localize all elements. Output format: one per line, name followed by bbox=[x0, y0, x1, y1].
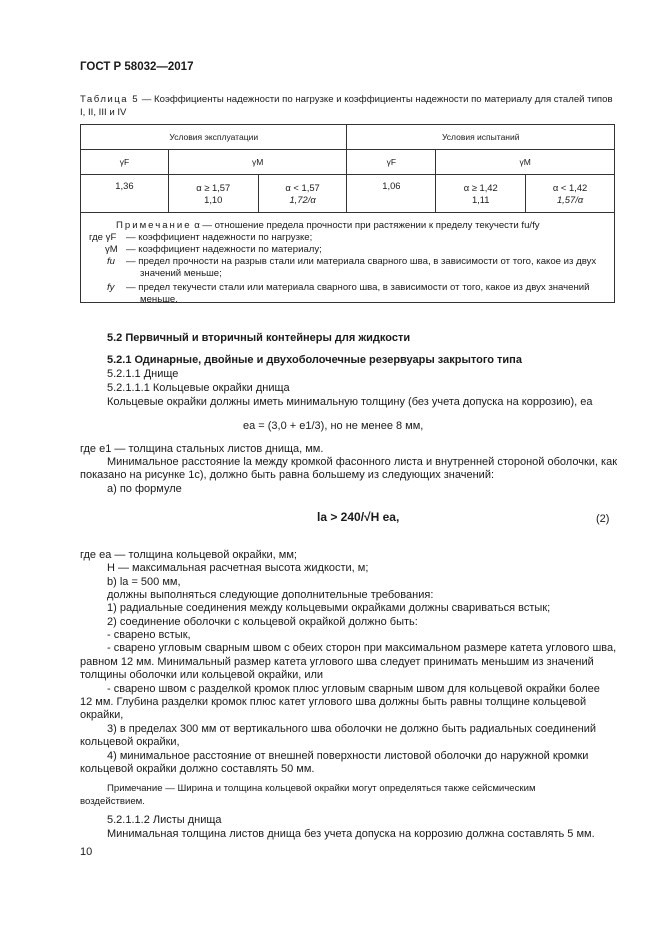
section-5-2-heading: 5.2 Первичный и вторичный контейнеры для жидкости bbox=[107, 332, 411, 344]
note-fu-sym: fu bbox=[107, 256, 116, 267]
requirement-2a: - сварено встык, bbox=[107, 629, 191, 641]
coefficients-table bbox=[80, 124, 615, 213]
paragraph-bottom-thickness: Минимальная толщина листов днища без учета допуска на коррозию должна составлять 5 мм. bbox=[107, 828, 595, 840]
table-caption-text: — Коэффициенты надежности по нагрузке и коэффициенты надежности по материалу для сталей типов I, II, III и IV bbox=[80, 94, 613, 118]
requirement-4-line-1: 4) минимальное расстояние от внешней поверхности листовой оболочки до наружной кромки bbox=[107, 750, 589, 762]
cell-test-m1-val: 1,11 bbox=[471, 193, 490, 205]
note-gm-text: — коэффициент надежности по материалу; bbox=[126, 244, 322, 255]
page-number: 10 bbox=[80, 846, 93, 858]
cell-test-f: 1,06 bbox=[347, 175, 436, 213]
cell-test-m1-cond: α ≥ 1,42 bbox=[463, 181, 498, 193]
requirement-2: 2) соединение оболочки с кольцевой окрайкой должно быть: bbox=[107, 616, 418, 628]
requirement-3-line-1: 3) в пределах 300 мм от вертикального шва оболочки не должно быть радиальных соединений bbox=[107, 723, 596, 735]
note-alpha-line bbox=[116, 220, 540, 232]
note-gf-text: — коэффициент надежности по нагрузке; bbox=[126, 232, 313, 243]
paragraph-min-thickness: Кольцевые окрайки должны иметь минимальную толщину (без учета допуска на коррозию), ea bbox=[107, 396, 593, 408]
requirement-1: 1) радиальные соединения между кольцевыми окрайками должны свариваться встык; bbox=[107, 602, 551, 614]
cell-op-f: 1,36 bbox=[81, 175, 169, 213]
header-operating-conditions: Условия эксплуатации bbox=[81, 125, 347, 150]
table-caption bbox=[80, 93, 614, 119]
cell-op-m1-cond: α ≥ 1,57 bbox=[196, 181, 231, 193]
formula-ea: ea = (3,0 + e1/3), но не менее 8 мм, bbox=[243, 420, 424, 432]
section-5-2-1-1-1-heading: 5.2.1.1.1 Кольцевые окрайки днища bbox=[107, 382, 290, 394]
paragraph-min-distance-1: Минимальное расстояние la между кромкой фасонного листа и внутренней стороной оболочки, как bbox=[107, 456, 618, 468]
item-b: b) la = 500 мм, bbox=[107, 576, 181, 588]
formula-number: (2) bbox=[596, 513, 610, 525]
section-5-2-1-heading: 5.2.1 Одинарные, двойные и двухоболочечные резервуары закрытого типа bbox=[107, 354, 522, 366]
header-gamma-f-test: γF bbox=[347, 150, 436, 175]
note-fu-text-2: значений меньше; bbox=[140, 268, 222, 279]
where-ea: где ea — толщина кольцевой окрайки, мм; bbox=[80, 549, 297, 561]
table-caption-label: Таблица 5 bbox=[80, 94, 140, 105]
table-note bbox=[80, 205, 615, 303]
note-gf-where: где γF bbox=[89, 232, 117, 243]
header-test-conditions: Условия испытаний bbox=[347, 125, 615, 150]
formula-la: la > 240/√H ea, bbox=[317, 510, 400, 524]
note-2-line-2: воздействием. bbox=[80, 796, 145, 807]
requirement-2b-line-1: - сварено угловым сварным швом с обеих сторон при максимальном размере катета углового шва, bbox=[107, 642, 617, 654]
where-e1: где e1 — толщина стальных листов днища, мм. bbox=[80, 443, 324, 455]
note-label: Примечание bbox=[116, 220, 192, 231]
section-5-2-1-1-2-heading: 5.2.1.1.2 Листы днища bbox=[107, 814, 222, 826]
requirement-2c-line-3: окрайки, bbox=[80, 709, 124, 721]
requirement-3-line-2: кольцевой окрайки, bbox=[80, 736, 180, 748]
cell-op-m2-cond: α < 1,57 bbox=[285, 181, 320, 193]
section-5-2-1-1-heading: 5.2.1.1 Днище bbox=[107, 368, 179, 380]
note-gm-sym: γM bbox=[105, 244, 118, 255]
cell-op-m2-val: 1,72/α bbox=[289, 193, 316, 205]
requirement-2b-line-3: толщины оболочки или кольцевой окрайки, или bbox=[80, 669, 324, 681]
requirement-4-line-2: кольцевой окрайки должно составлять 50 мм. bbox=[80, 763, 315, 775]
note-alpha-text: α — отношение предела прочности при растяжении к пределу текучести fu/fy bbox=[194, 220, 540, 231]
cell-test-m2-val: 1,57/α bbox=[556, 193, 584, 205]
note-fy-text-2: меньше. bbox=[140, 294, 178, 305]
header-gamma-f: γF bbox=[81, 150, 169, 175]
note-fu-text-1: — предел прочности на разрыв стали или материала сварного шва, в зависимости от того, какое из двух bbox=[126, 256, 597, 267]
where-h: H — максимальная расчетная высота жидкости, м; bbox=[107, 562, 369, 574]
cell-op-m1-val: 1,10 bbox=[204, 193, 223, 205]
cell-test-m2-cond: α < 1,42 bbox=[552, 181, 588, 193]
additional-requirements: должны выполняться следующие дополнительные требования: bbox=[107, 589, 434, 601]
requirement-2b-line-2: равном 12 мм. Минимальный размер катета углового шва следует принимать меньшим из значений bbox=[80, 656, 594, 668]
paragraph-min-distance-2: показано на рисунке 1c), должно быть равна большему из следующих значений: bbox=[80, 469, 495, 481]
requirement-2c-line-2: 12 мм. Глубина разделки кромок плюс катет углового шва должны быть равны толщине кольцевой bbox=[80, 696, 587, 708]
header-gamma-m: γM bbox=[168, 150, 347, 175]
note-fy-sym: fy bbox=[107, 282, 115, 293]
note-fy-text-1: — предел текучести стали или материала сварного шва, в зависимости от того, какое из двух значений bbox=[126, 282, 590, 293]
item-a-formula: а) по формуле bbox=[107, 483, 182, 495]
note-2-line-1: Примечание — Ширина и толщина кольцевой окрайки могут определяться также сейсмическим bbox=[107, 783, 536, 794]
document-header: ГОСТ Р 58032—2017 bbox=[80, 61, 194, 73]
requirement-2c-line-1: - сварено швом с разделкой кромок плюс угловым сварным швом для кольцевой окрайки более bbox=[107, 683, 600, 695]
header-gamma-m-test: γM bbox=[436, 150, 615, 175]
